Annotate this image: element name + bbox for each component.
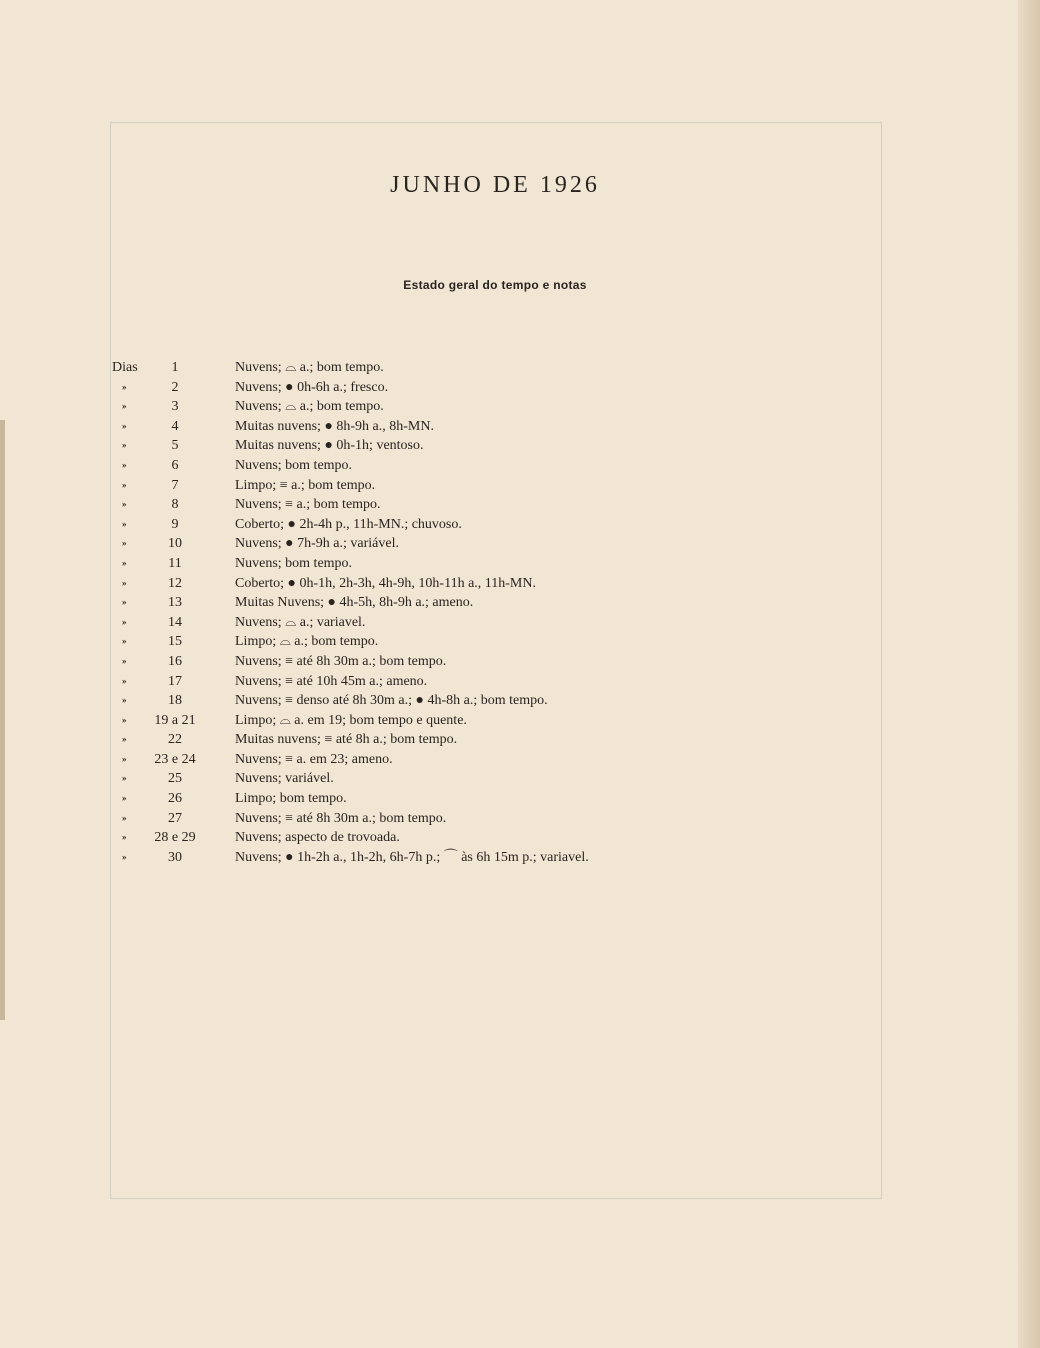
entry-row: [0, 769, 1000, 789]
weather-notes: Muitas nuvens; ● 8h-9h a., 8h-MN.: [235, 418, 434, 434]
entry-row: [0, 358, 1000, 378]
entry-row: [0, 554, 1000, 574]
entry-row: [0, 378, 1000, 398]
weather-notes: Nuvens; ≡ até 8h 30m a.; bom tempo.: [235, 653, 447, 669]
ditto-mark: »: [122, 420, 127, 431]
weather-notes: Nuvens; ≡ denso até 8h 30m a.; ● 4h-8h a.; bom tempo.: [235, 693, 548, 709]
ditto-mark: »: [122, 655, 127, 666]
weather-notes: Muitas nuvens; ≡ até 8h a.; bom tempo.: [235, 732, 458, 748]
day-number: 3: [171, 399, 179, 415]
dias-label: Dias: [112, 360, 138, 375]
entry-row: [0, 476, 1000, 496]
weather-notes: Nuvens; ● 0h-6h a.; fresco.: [235, 379, 389, 395]
entry-row: [0, 495, 1000, 515]
ditto-mark: »: [122, 695, 127, 706]
entry-row: [0, 672, 1000, 692]
entry-row: [0, 436, 1000, 456]
day-number: 10: [168, 536, 182, 552]
weather-notes: Nuvens; ● 1h-2h a., 1h-2h, 6h-7h p.; ⌒ às 6h 15m p.; variavel.: [235, 849, 589, 865]
day-number: 15: [168, 634, 182, 650]
page-edge: [1018, 0, 1040, 1348]
weather-entries: [0, 358, 1000, 867]
weather-notes: Nuvens; variável.: [235, 771, 334, 787]
day-number: 18: [168, 693, 182, 709]
ditto-mark: »: [122, 440, 127, 451]
day-number: 4: [171, 418, 179, 434]
ditto-mark: »: [122, 616, 127, 627]
entry-row: [0, 613, 1000, 633]
entry-row: [0, 593, 1000, 613]
ditto-mark: »: [122, 499, 127, 510]
day-number: 16: [168, 653, 182, 669]
ditto-mark: »: [122, 714, 127, 725]
ditto-mark: »: [122, 557, 127, 568]
entry-row: [0, 809, 1000, 829]
ditto-mark: »: [122, 851, 127, 862]
day-number: 12: [168, 575, 182, 591]
entry-row: [0, 711, 1000, 731]
weather-notes: Muitas Nuvens; ● 4h-5h, 8h-9h a.; ameno.: [235, 595, 474, 611]
weather-notes: Nuvens; ● 7h-9h a.; variável.: [235, 536, 399, 552]
day-number: 28 e 29: [154, 830, 196, 846]
ditto-mark: »: [122, 832, 127, 843]
ditto-mark: »: [122, 812, 127, 823]
ditto-mark: »: [122, 636, 127, 647]
day-number: 25: [168, 771, 182, 787]
weather-notes: Coberto; ● 2h-4h p., 11h-MN.; chuvoso.: [235, 516, 462, 532]
entry-row: [0, 691, 1000, 711]
ditto-mark: »: [122, 381, 127, 392]
entry-row: [0, 417, 1000, 437]
day-number: 14: [168, 614, 182, 630]
weather-notes: Nuvens; bom tempo.: [235, 555, 353, 571]
weather-notes: Nuvens; ≡ a. em 23; ameno.: [235, 751, 393, 767]
ditto-mark: »: [122, 753, 127, 764]
weather-notes: Muitas nuvens; ● 0h-1h; ventoso.: [235, 438, 424, 454]
entry-row: [0, 730, 1000, 750]
weather-notes: Nuvens; ≡ a.; bom tempo.: [235, 497, 381, 513]
day-number: 30: [168, 849, 182, 865]
day-number: 17: [168, 673, 182, 689]
day-number: 5: [171, 438, 179, 454]
day-number: 1: [171, 360, 179, 375]
day-number: 13: [168, 595, 182, 611]
day-number: 9: [171, 516, 179, 532]
entry-row: [0, 828, 1000, 848]
ditto-mark: »: [122, 459, 127, 470]
day-number: 8: [171, 497, 179, 513]
day-number: 11: [168, 555, 182, 571]
ditto-mark: »: [122, 479, 127, 490]
day-number: 2: [171, 379, 179, 395]
ditto-mark: »: [122, 597, 127, 608]
entry-row: [0, 632, 1000, 652]
entry-row: [0, 534, 1000, 554]
weather-notes: Nuvens; ⌓ a.; bom tempo.: [235, 360, 384, 375]
entry-row: [0, 574, 1000, 594]
weather-notes: Nuvens; ≡ até 10h 45m a.; ameno.: [235, 673, 428, 689]
entry-row: [0, 456, 1000, 476]
ditto-mark: »: [122, 773, 127, 784]
weather-notes: Nuvens; aspecto de trovoada.: [235, 830, 400, 846]
weather-notes: Limpo; bom tempo.: [235, 791, 347, 807]
entry-row: [0, 397, 1000, 417]
weather-notes: Limpo; ⌓ a. em 19; bom tempo e quente.: [235, 712, 467, 728]
weather-notes: Nuvens; ⌓ a.; bom tempo.: [235, 399, 384, 415]
day-number: 22: [168, 732, 182, 748]
day-number: 26: [168, 791, 182, 807]
day-number: 19 a 21: [154, 712, 196, 728]
entry-row: [0, 750, 1000, 770]
weather-notes: Nuvens; bom tempo.: [235, 457, 353, 473]
entry-row: [0, 652, 1000, 672]
weather-notes: Coberto; ● 0h-1h, 2h-3h, 4h-9h, 10h-11h a., 11h-MN.: [235, 575, 536, 591]
ditto-mark: »: [122, 793, 127, 804]
ditto-mark: »: [122, 734, 127, 745]
entry-row: [0, 789, 1000, 809]
ditto-mark: »: [122, 577, 127, 588]
weather-notes: Limpo; ≡ a.; bom tempo.: [235, 477, 376, 493]
page-title: JUNHO DE 1926: [390, 172, 600, 198]
weather-notes: Nuvens; ⌓ a.; variavel.: [235, 614, 366, 630]
ditto-mark: »: [122, 518, 127, 529]
day-number: 23 e 24: [154, 751, 196, 767]
day-number: 27: [168, 810, 182, 826]
day-number: 7: [171, 477, 179, 493]
section-subtitle: Estado geral do tempo e notas: [403, 278, 587, 292]
day-number: 6: [171, 457, 179, 473]
entry-row: [0, 848, 1000, 868]
ditto-mark: »: [122, 401, 127, 412]
ditto-mark: »: [122, 538, 127, 549]
weather-notes: Limpo; ⌓ a.; bom tempo.: [235, 634, 379, 650]
ditto-mark: »: [122, 675, 127, 686]
entry-row: [0, 515, 1000, 535]
weather-notes: Nuvens; ≡ até 8h 30m a.; bom tempo.: [235, 810, 447, 826]
